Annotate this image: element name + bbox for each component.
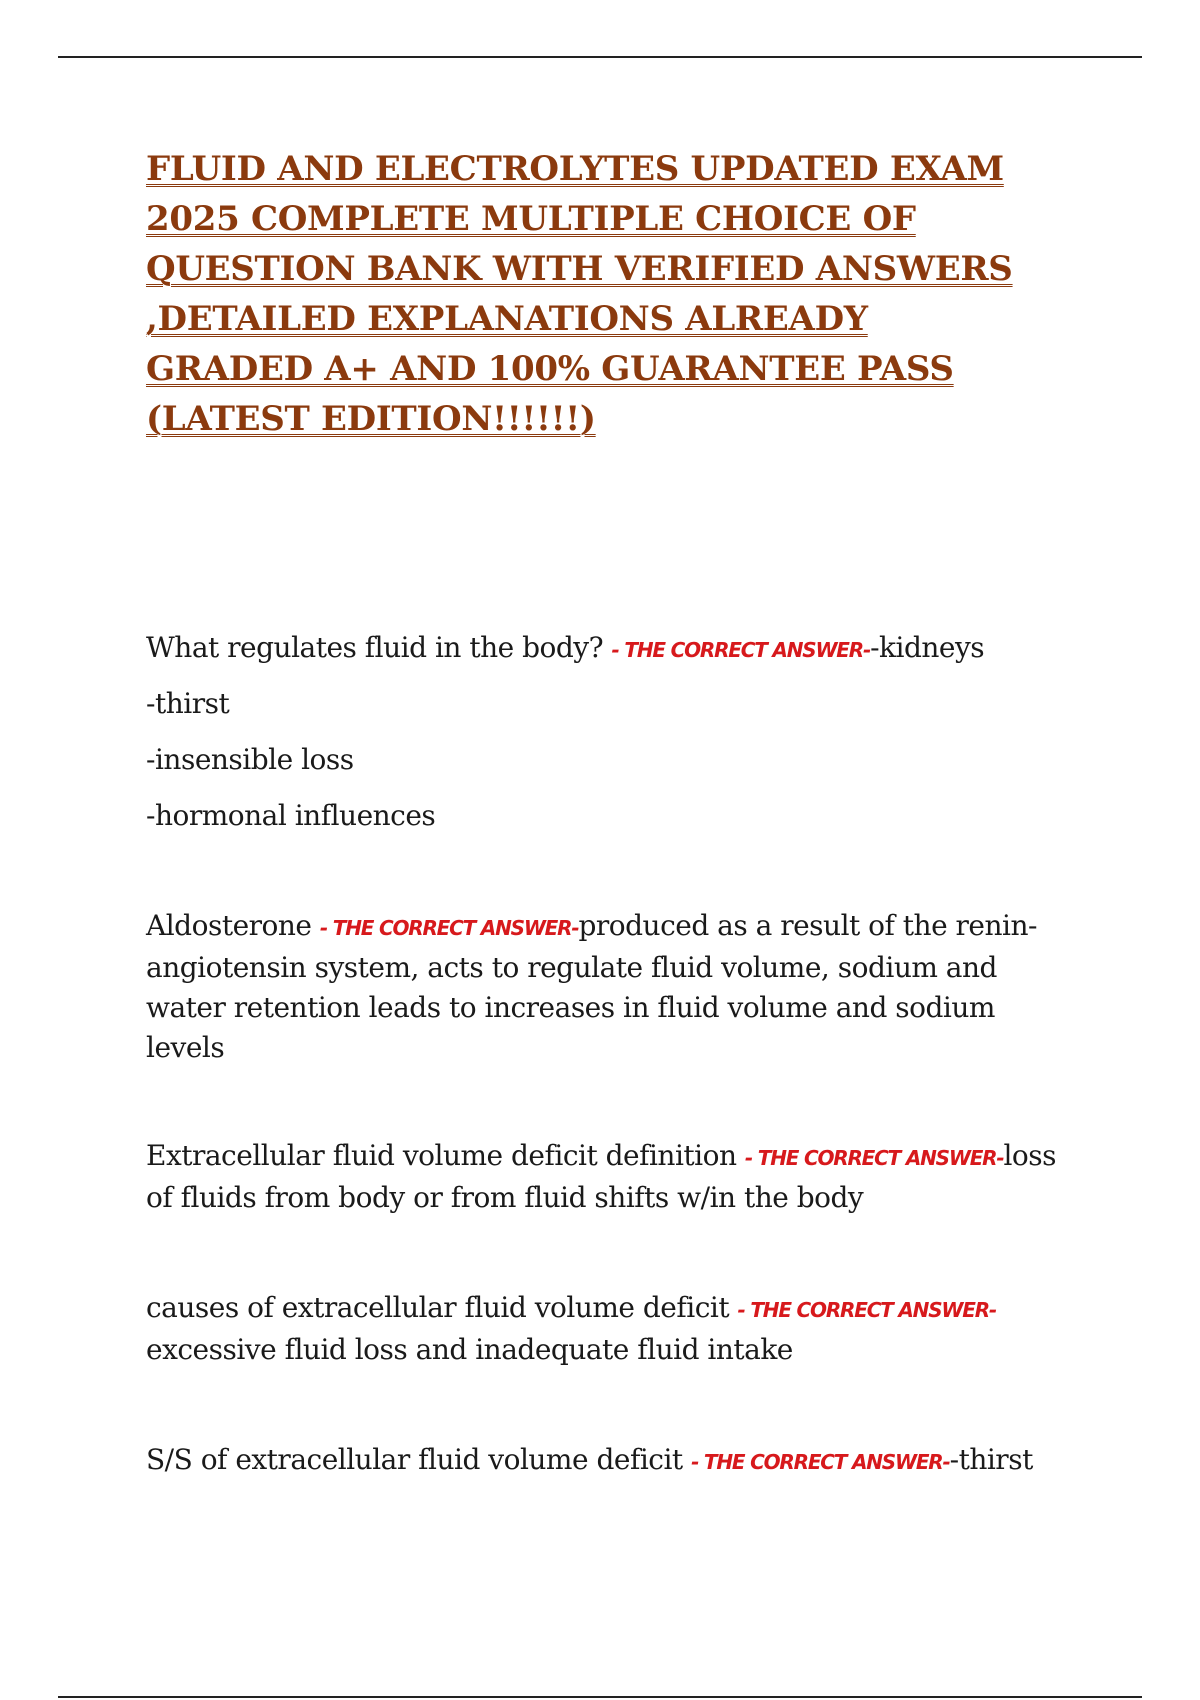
qa-item-1	[146, 628, 1076, 670]
qa-item-3	[146, 1136, 1076, 1218]
top-rule	[58, 56, 1142, 58]
qa-item-2	[146, 906, 1076, 1068]
correct-answer-tag: - THE CORRECT ANSWER-	[737, 1298, 997, 1322]
qa-item-4	[146, 1288, 1076, 1370]
question-text: Aldosterone	[146, 909, 312, 942]
question-text: What regulates fluid in the body?	[146, 631, 604, 664]
answer-text: -thirst	[949, 1443, 1033, 1476]
answer-text: -kidneys	[870, 631, 985, 664]
bottom-rule	[58, 1696, 1142, 1698]
correct-answer-tag: - THE CORRECT ANSWER-	[319, 916, 579, 940]
answer-list-line: -thirst	[146, 687, 230, 720]
answer-list-line: -insensible loss	[146, 743, 354, 776]
correct-answer-tag: - THE CORRECT ANSWER-	[691, 1450, 950, 1474]
question-text: Extracellular fluid volume deficit definition	[146, 1139, 737, 1172]
correct-answer-tag: - THE CORRECT ANSWER-	[744, 1146, 1004, 1170]
question-text: causes of extracellular fluid volume deficit	[146, 1291, 730, 1324]
correct-answer-tag: - THE CORRECT ANSWER-	[611, 638, 871, 662]
answer-text: loss of fluids from body or from fluid shifts w/in the body	[146, 1139, 1057, 1214]
qa-item-5	[146, 1440, 1076, 1482]
document-title: FLUID AND ELECTROLYTES UPDATED EXAM 2025 COMPLETE MULTIPLE CHOICE OF QUESTION BANK WITH VERIFIED ANSWERS ,DETAILED EXPLANATIONS ALREADY GRADED A+ AND 100% GUARANTEE PASS (LATEST EDITION!!!!!!)	[146, 149, 1013, 439]
question-text: S/S of extracellular fluid volume deficit	[146, 1443, 683, 1476]
answer-text: produced as a result of the renin-angiotensin system, acts to regulate fluid volume, sodium and water retention leads to increases in fluid volume and sodium levels	[146, 909, 1037, 1064]
answer-text: excessive fluid loss and inadequate fluid intake	[146, 1333, 793, 1366]
answer-list-line: -hormonal influences	[146, 799, 436, 832]
